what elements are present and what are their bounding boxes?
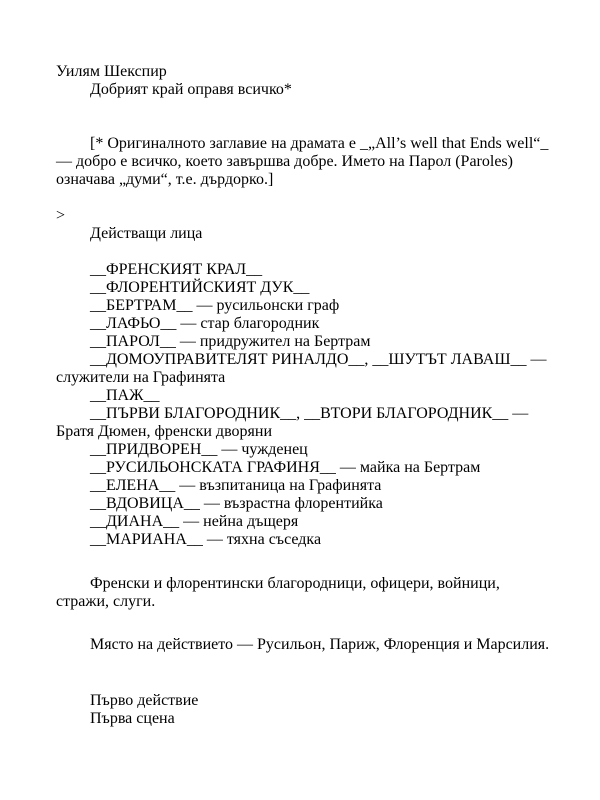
- scene-heading: Първа сцена: [90, 710, 175, 727]
- cast-entry: __ПРИДВОРЕН__ — чужденец: [90, 441, 308, 458]
- footnote-line: означава „думи“, т.е. дърдорко.]: [56, 171, 274, 188]
- author-name: Уилям Шекспир: [56, 63, 167, 80]
- cast-entry: __ЕЛЕНА__ — възпитаница на Графинята: [90, 477, 382, 494]
- cast-entry: __МАРИАНА__ — тяхна съседка: [90, 531, 322, 548]
- extras-line: Френски и флорентински благородници, офицери, войници,: [90, 575, 500, 592]
- cast-heading: Действащи лица: [90, 225, 203, 242]
- extras-line: стражи, слуги.: [56, 593, 156, 610]
- play-title: Добрият край оправя всичко*: [90, 81, 292, 98]
- cast-entry: __РУСИЛЬОНСКАТА ГРАФИНЯ__ — майка на Бертрам: [90, 459, 481, 476]
- cast-entry-continuation: Братя Дюмен, френски дворяни: [56, 423, 272, 440]
- cast-entry: __ФЛОРЕНТИЙСКИЯТ ДУК__: [90, 279, 310, 296]
- cast-entry-continuation: служители на Графинята: [56, 369, 226, 386]
- cast-entry: __БЕРТРАМ__ — русильонски граф: [90, 297, 340, 314]
- cast-entry: __ВДОВИЦА__ — възрастна флорентийка: [90, 495, 383, 512]
- act-heading: Първо действие: [90, 692, 199, 709]
- footnote-line: — добро е всичко, което завършва добре. Името на Парол (Paroles): [56, 153, 513, 170]
- cast-entry: __ДОМОУПРАВИТЕЛЯТ РИНАЛДО__, __ШУТЪТ ЛАВАШ__ —: [90, 351, 547, 368]
- cast-entry: __ПЪРВИ БЛАГОРОДНИК__, __ВТОРИ БЛАГОРОДНИК__ —: [90, 405, 529, 422]
- footnote-line: [* Оригиналното заглавие на драмата е _„All’s well that Ends well“_: [90, 135, 549, 152]
- cast-entry: __ДИАНА__ — нейна дъщеря: [90, 513, 299, 530]
- section-marker: >: [56, 207, 66, 224]
- cast-entry: __ПАРОЛ__ — придружител на Бертрам: [90, 333, 371, 350]
- setting-line: Място на действието — Русильон, Париж, Флоренция и Марсилия.: [90, 636, 550, 653]
- cast-entry: __ЛАФЬО__ — стар благородник: [90, 315, 320, 332]
- cast-entry: __ПАЖ__: [90, 387, 160, 404]
- cast-entry: __ФРЕНСКИЯТ КРАЛ__: [90, 261, 263, 278]
